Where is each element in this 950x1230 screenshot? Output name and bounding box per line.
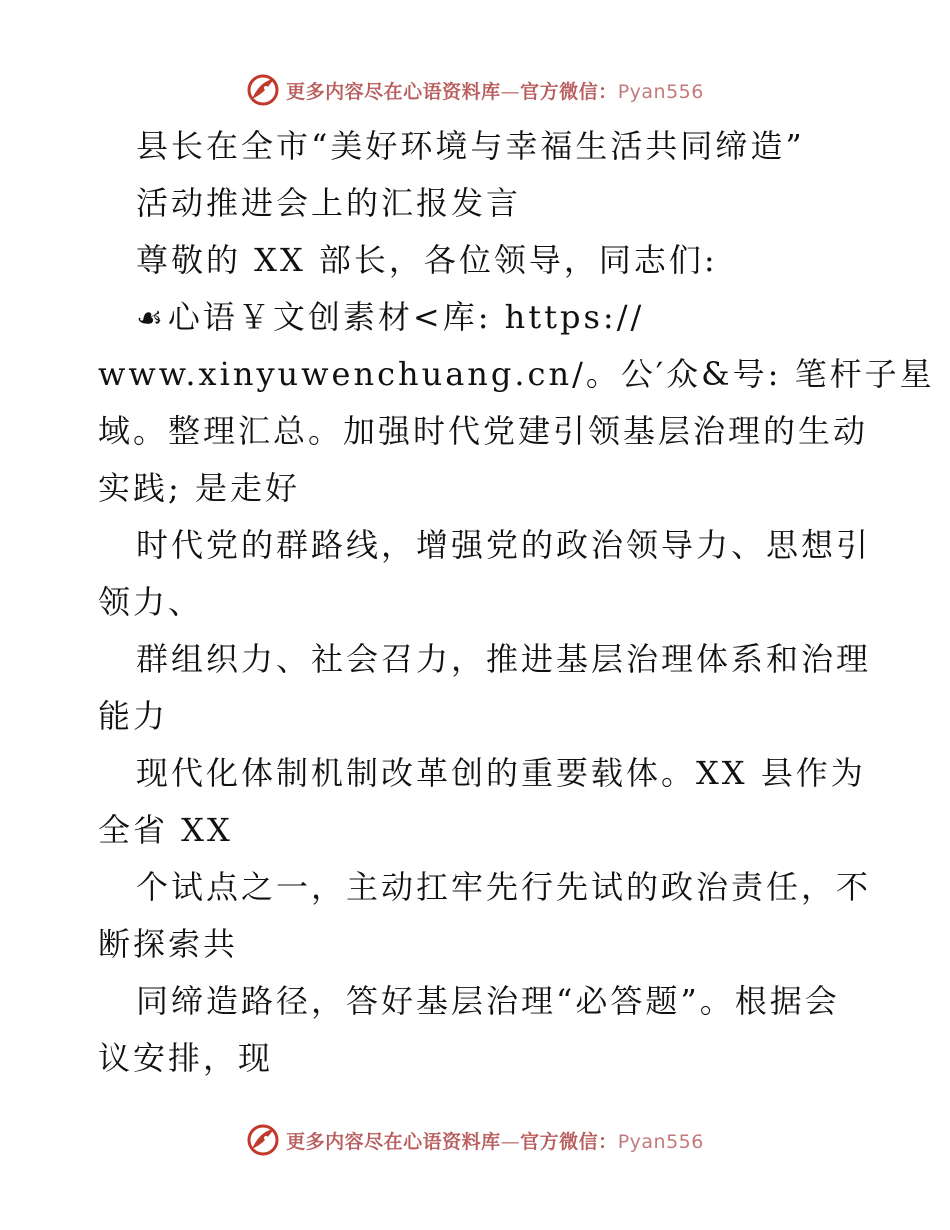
doc-paragraph-line: 现代化体制机制改革创的重要载体。XX 县作为 [136, 754, 866, 792]
banner-main-text: 更多内容尽在心语资料库 [286, 80, 501, 103]
doc-paragraph-line: 域。整理汇总。加强时代党建引领基层治理的生动 [98, 412, 869, 450]
banner-wechat-id: Pyan556 [617, 1130, 704, 1153]
banner-wechat-id: Pyan556 [617, 80, 704, 103]
doc-salutation: 尊敬的 XX 部长，各位领导，同志们: [136, 241, 718, 279]
doc-paragraph-line: 同缔造路径，答好基层治理“必答题”。根据会 [136, 982, 840, 1020]
doc-paragraph-line: 全省 XX [98, 811, 233, 849]
banner-main-text: 更多内容尽在心语资料库 [286, 1130, 501, 1153]
banner-wechat-label: 官方微信： [520, 80, 618, 103]
doc-paragraph-line: 断探索共 [98, 925, 239, 963]
doc-paragraph-line: 实践; 是走好 [98, 469, 300, 507]
ink-pen-logo-icon [246, 1123, 280, 1157]
footer-banner [0, 1118, 950, 1162]
banner-separator: — [500, 1130, 521, 1153]
doc-line-text: 心语￥文创素材<库: https:// [167, 298, 645, 336]
doc-paragraph-line: www.xinyuwenchuang.cn/。公′众&号: 笔杆子星 [98, 355, 935, 393]
document-body [98, 118, 935, 1087]
doc-paragraph-line: 时代党的群路线，增强党的政治领导力、思想引 [136, 526, 872, 564]
doc-paragraph-line: 群组织力、社会召力，推进基层治理体系和治理 [136, 640, 872, 678]
doc-paragraph-line: 个试点之一，主动扛牢先行先试的政治责任，不 [136, 868, 872, 906]
ink-pen-logo-icon [246, 73, 280, 107]
doc-paragraph-line: 能力 [98, 697, 169, 735]
doc-paragraph-line: 领力、 [98, 583, 204, 621]
doc-paragraph-line [98, 289, 858, 346]
doc-title-line-2: 活动推进会上的汇报发言 [136, 184, 522, 222]
banner-separator: — [500, 80, 521, 103]
swirl-ornament-icon: ☙ [136, 301, 166, 336]
doc-title-line-1: 县长在全市“美好环境与幸福生活共同缔造” [136, 127, 805, 165]
banner-text [286, 77, 704, 104]
doc-paragraph-line: 议安排，现 [98, 1039, 274, 1077]
banner-text [286, 1127, 704, 1154]
banner-wechat-label: 官方微信： [520, 1130, 618, 1153]
header-banner [0, 68, 950, 112]
